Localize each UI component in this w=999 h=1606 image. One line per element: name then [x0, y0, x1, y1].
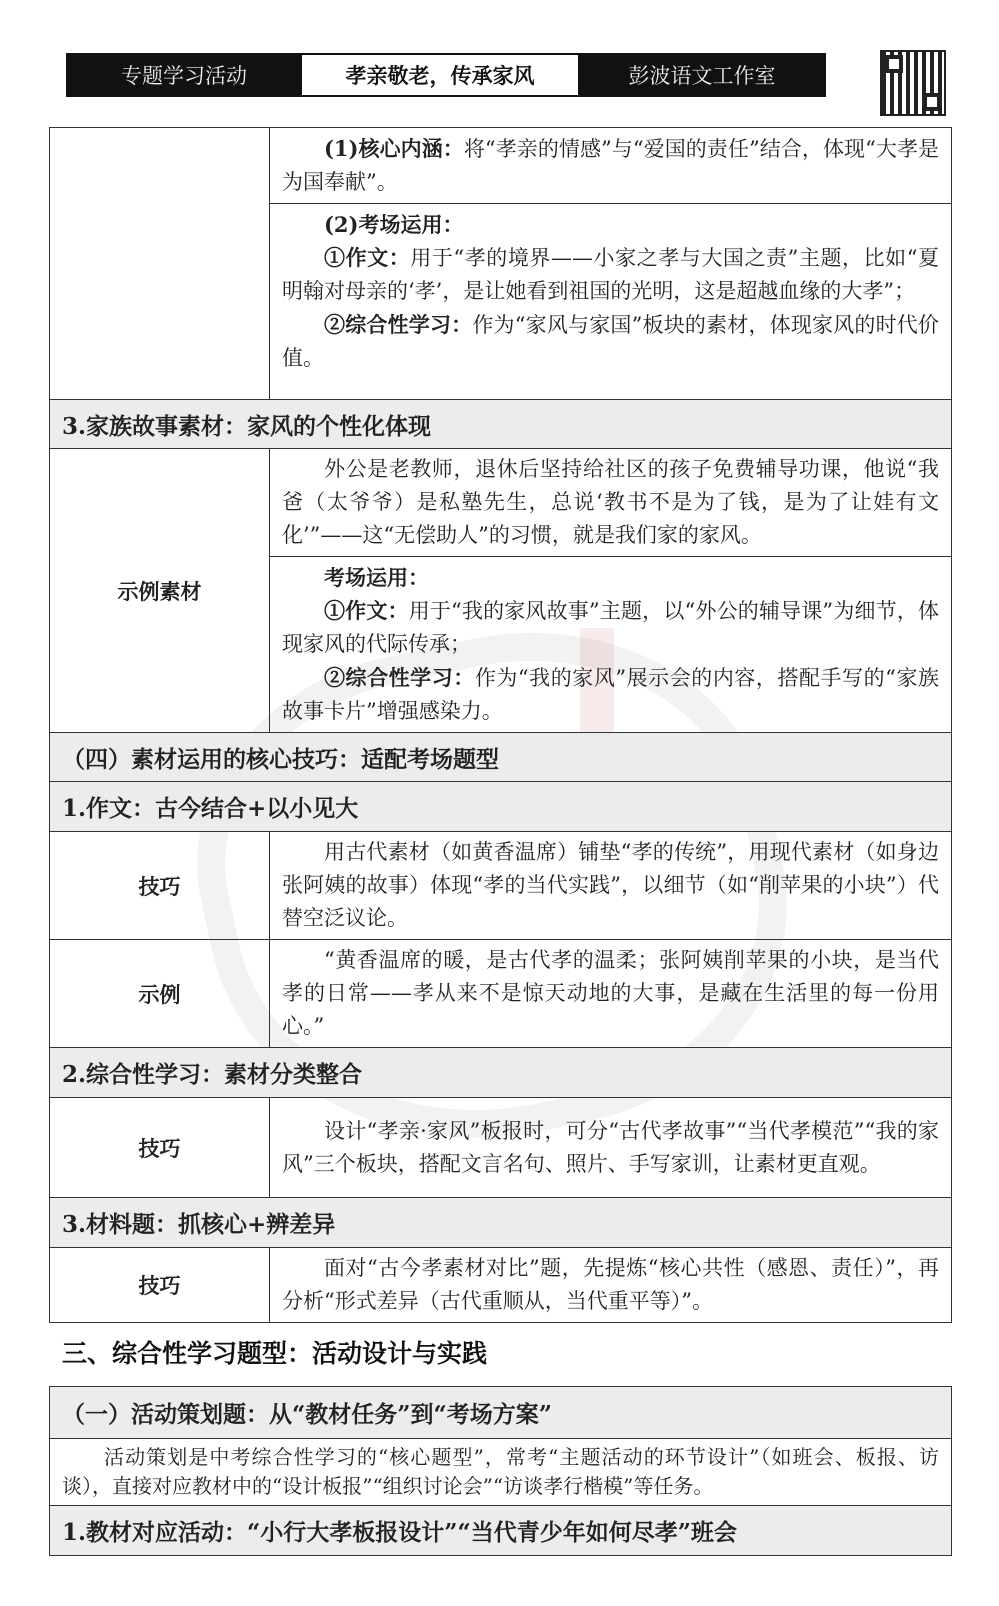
core-label: (1)核心内涵： [324, 136, 464, 161]
activity-desc-cell [50, 1439, 952, 1506]
part3-title: 三、综合性学习题型：活动设计与实践 [62, 1339, 488, 1368]
skill-label-2: 技巧 [50, 1098, 270, 1198]
empty-label-cell [50, 128, 270, 400]
skill-cell-1 [270, 832, 952, 940]
exam2-item2-label: ②综合性学习： [324, 665, 475, 690]
exam-usage-cell-2 [270, 557, 952, 733]
section-activity-planning: （一）活动策划题：从“教材任务”到“考场方案” [50, 1387, 952, 1439]
exam2-title: 考场运用： [324, 565, 429, 590]
example1-text: “黄香温席的暖，是古代孝的温柔；张阿姨削苹果的小块，是当代孝的日常——孝从来不是惊天动地的大事，是藏在生活里的每一份用心。” [282, 948, 939, 1038]
exam1-item2-text: 作为“家风与家国”板块的素材，体现家风的时代价值。 [282, 313, 939, 370]
materials-table [49, 127, 952, 1323]
skill3-text: 面对“古今孝素材对比”题，先提炼“核心共性（感恩、责任）”，再分析“形式差异（古代重顺从，当代重平等）”。 [282, 1256, 939, 1313]
page-header [66, 53, 826, 97]
section-core-skills: （四）素材运用的核心技巧：适配考场题型 [50, 733, 952, 782]
section-composition: 1.作文：古今结合+以小见大 [50, 782, 952, 832]
exam2-item1-label: ①作文： [324, 598, 409, 623]
core-text: 将“孝亲的情感”与“爱国的责任”结合，体现“大孝是为国奉献”。 [282, 137, 939, 194]
header-right: 彭波语文工作室 [580, 55, 824, 95]
exam2-item1-text: 用于“我的家风故事”主题，以“外公的辅导课”为细节，体现家风的代际传承； [282, 599, 940, 656]
exam1-item2-label: ②综合性学习： [324, 312, 473, 337]
skill-label-1: 技巧 [50, 832, 270, 940]
activity-desc-text: 活动策划是中考综合性学习的“核心题型”，常考“主题活动的环节设计”（如班会、板报、访谈），直接对应教材中的“设计板报”“组织讨论会”“访谈孝行楷模”等任务。 [62, 1445, 939, 1498]
skill-cell-3 [270, 1248, 952, 1323]
exam2-item2-text: 作为“我的家风”展示会的内容，搭配手写的“家族故事卡片”增强感染力。 [282, 666, 939, 723]
example-material-label: 示例素材 [50, 449, 270, 733]
exam-usage-cell-1 [270, 204, 952, 400]
section-material-question: 3.材料题：抓核心+辨差异 [50, 1198, 952, 1248]
story-text: 外公是老教师，退休后坚持给社区的孩子免费辅导功课，他说“我爸（太爷爷）是私塾先生，总说‘教书不是为了钱，是为了让娃有文化’”——这“无偿助人”的习惯，就是我们家的家风。 [282, 457, 939, 547]
skill1-text: 用古代素材（如黄香温席）铺垫“孝的传统”，用现代素材（如身边张阿姨的故事）体现“孝的当代实践”，以细节（如“削苹果的小块”）代替空泛议论。 [282, 840, 939, 930]
header-center: 孝亲敬老，传承家风 [300, 55, 580, 95]
skill2-text: 设计“孝亲·家风”板报时，可分“古代孝故事”“当代孝模范”“我的家风”三个板块，搭配文言名句、照片、手写家训，让素材更直观。 [282, 1118, 939, 1176]
header-left: 专题学习活动 [68, 55, 300, 95]
exam1-item1-label: ①作文： [324, 245, 411, 270]
exam1-item1-text: 用于“孝的境界——小家之孝与大国之责”主题，比如“夏明翰对母亲的‘孝’，是让她看到祖国的光明，这是超越血缘的大孝”； [282, 246, 939, 303]
qr-code-icon [880, 50, 946, 116]
example-label-1: 示例 [50, 940, 270, 1048]
exam1-title: (2)考场运用： [324, 212, 464, 237]
skill-cell-2 [270, 1098, 952, 1198]
story-cell [270, 449, 952, 557]
section-comprehensive: 2.综合性学习：素材分类整合 [50, 1048, 952, 1098]
section-textbook-activity: 1.教材对应活动：“小行大孝板报设计”“当代青少年如何尽孝”班会 [50, 1506, 952, 1556]
core-meaning-cell [270, 128, 952, 204]
activity-table [49, 1386, 952, 1556]
section-family-story: 3.家族故事素材：家风的个性化体现 [50, 400, 952, 449]
skill-label-3: 技巧 [50, 1248, 270, 1323]
example-cell-1 [270, 940, 952, 1048]
